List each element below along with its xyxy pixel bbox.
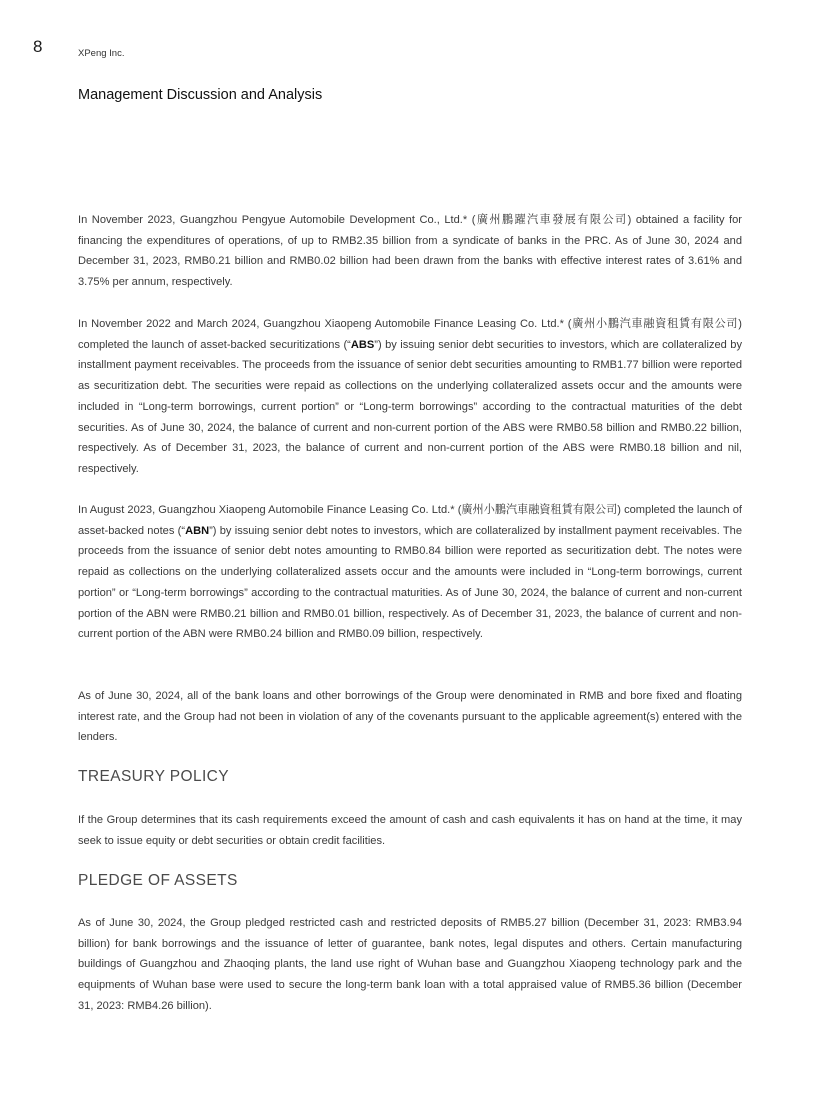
pledge-of-assets-text: As of June 30, 2024, the Group pledged restricted cash and restricted deposits of RMB5.27 billion (December 31, 2023: RMB3.94 billion) for bank borrowings and the issuance of letter of guarantee, bank notes, legal disputes and others. Certain manufacturing buildings of Guangzhou and Zhaoqing plants, the land use right of Wuhan base and Guangzhou Xiaopeng technology park and the equipments of Wuhan base were used to secure the long-term bank loan with a total appraised value of RMB5.36 billion (December 31, 2023: RMB4.26 billion).: [78, 917, 742, 1012]
page-number: 8: [33, 37, 43, 56]
paragraph-borrowings-denomination: As of June 30, 2024, all of the bank loans and other borrowings of the Group were denominated in RMB and bore fixed and floating interest rate, and the Group had not been in violation of any of the covenants pursuant to the applicable agreement(s) entered with the lenders.: [78, 690, 742, 744]
treasury-policy-heading: TREASURY POLICY: [78, 768, 230, 785]
paragraph-abs: [78, 314, 742, 480]
paragraph-abn: [78, 500, 742, 645]
abn-text-after: ”) by issuing senior debt notes to investors, which are collateralized by installment payment receivables. The proceeds from the issuance of senior debt notes amounting to RMB0.84 billion were reported as securitization debt. The notes were repaid as collections on the underlying collateralized assets occur and the amounts were included in “Long-term borrowings, current portion” or “Long-term borrowings” according to the contractual maturities. As of June 30, 2024, the balance of current and non-current portion of the ABN were RMB0.21 billion and RMB0.01 billion, respectively. As of December 31, 2023, the balance of current and non-current portion of the ABN were RMB0.24 billion and RMB0.09 billion, respectively.: [78, 524, 742, 641]
abs-term: ABS: [350, 338, 375, 351]
pledge-of-assets-heading: PLEDGE OF ASSETS: [78, 872, 238, 889]
abn-term: ABN: [185, 524, 210, 537]
paragraph-pengyue-facility: In November 2023, Guangzhou Pengyue Automobile Development Co., Ltd.* (廣州鵬躍汽車發展有限公司) obtained a facility for financing the expenditures of operations, of up to RMB2.35 billion from a syndicate of banks in the PRC. As of June 30, 2024 and December 31, 2023, RMB0.21 billion and RMB0.02 billion had been drawn from the banks with effective interest rates of 3.61% and 3.75% per annum, respectively.: [78, 214, 742, 289]
section-title: Management Discussion and Analysis: [78, 87, 323, 103]
abs-text-before: In November 2022 and March 2024, Guangzhou Xiaopeng Automobile Finance Leasing Co. Ltd.* (廣州小鵬汽車融資租賃有限公司) completed the launch of asset-backed securitizations (“: [78, 318, 742, 351]
company-name: XPeng Inc.: [78, 48, 125, 59]
abs-text-after: ”) by issuing senior debt securities to investors, which are collateralized by installment payment receivables. The proceeds from the issuance of senior debt securities amounting to RMB1.77 billion were reported as securitization debt. The securities were repaid as collections on the underlying collateralized assets occur and the amounts were included in “Long-term borrowings, current portion” or “Long-term borrowings” according to the contractual maturities of the debt securities. As of June 30, 2024, the balance of current and non-current portion of the ABS were RMB0.58 billion and RMB0.22 billion, respectively. As of December 31, 2023, the balance of current and non-current portion of the ABS were RMB0.18 billion and nil, respectively.: [78, 338, 742, 475]
abn-text-before: In August 2023, Guangzhou Xiaopeng Automobile Finance Leasing Co. Ltd.* (廣州小鵬汽車融資租賃有限公司) completed the launch of asset-backed notes (“: [78, 504, 742, 537]
treasury-policy-text: If the Group determines that its cash requirements exceed the amount of cash and cash equivalents it has on hand at the time, it may seek to issue equity or debt securities or obtain credit facilities.: [78, 814, 742, 847]
